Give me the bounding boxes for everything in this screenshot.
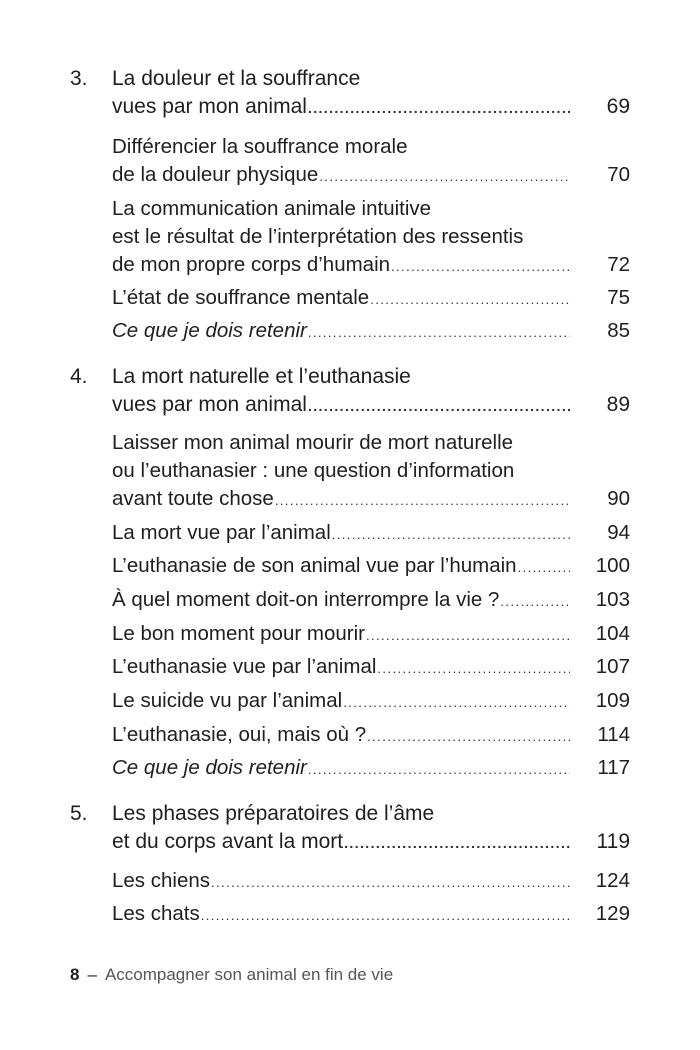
dot-leader [308, 93, 570, 123]
chapter-title: vues par mon animal [112, 95, 307, 118]
entry-title: de mon propre corps d’humain [112, 253, 391, 276]
entry-title: Les chats [112, 902, 200, 925]
page-number: 117 [597, 756, 630, 779]
page-number: 100 [595, 554, 630, 577]
toc-entry[interactable] [112, 518, 630, 548]
entry-title: Les chiens [112, 869, 211, 892]
entry-title: L’euthanasie, oui, mais où ? [112, 723, 367, 746]
page-number: 70 [607, 163, 630, 186]
toc-entry[interactable] [112, 866, 630, 896]
toc-entry-line: est le résultat de l’interprétation des ressentis [112, 225, 524, 248]
chapter-entry[interactable] [112, 92, 630, 122]
dot-leader [377, 654, 570, 684]
dot-leader [518, 553, 570, 583]
entry-title: Ce que je dois retenir [112, 756, 307, 779]
dot-leader [319, 162, 570, 192]
page-number: 90 [607, 487, 630, 510]
toc-entry[interactable] [112, 160, 630, 190]
dot-leader [211, 868, 570, 898]
chapter-number: 5. [70, 802, 88, 825]
toc-entry[interactable] [112, 686, 630, 716]
footer-page-number: 8 [70, 965, 80, 984]
chapter-title-line: La douleur et la souffrance [112, 67, 361, 90]
entry-title: L’euthanasie vue par l’animal [112, 655, 377, 678]
chapter-number: 4. [70, 365, 88, 388]
chapter-number: 3. [70, 67, 88, 90]
page-number: 124 [595, 869, 630, 892]
toc-entry[interactable] [112, 316, 630, 346]
dot-leader [367, 722, 570, 752]
toc-entry[interactable] [112, 720, 630, 750]
toc-entry[interactable] [112, 551, 630, 581]
entry-title: de la douleur physique [112, 163, 319, 186]
chapter-title-line: Les phases préparatoires de l’âme [112, 802, 435, 825]
entry-title: À quel moment doit-on interrompre la vie ? [112, 588, 500, 611]
dot-leader [344, 828, 570, 858]
dot-leader [366, 621, 570, 651]
dot-leader [332, 520, 570, 550]
page-number: 104 [595, 622, 630, 645]
toc-entry-line: ou l’euthanasier : une question d’information [112, 459, 515, 482]
page-number: 107 [595, 655, 630, 678]
page-number: 129 [595, 902, 630, 925]
entry-title: L’état de souffrance mentale [112, 286, 370, 309]
page-number: 114 [597, 723, 630, 746]
entry-title: avant toute chose [112, 487, 274, 510]
dot-leader [343, 688, 570, 718]
toc-entry[interactable] [112, 250, 630, 280]
page-number: 89 [606, 393, 630, 416]
chapter-title: vues par mon animal [112, 393, 307, 416]
toc-entry[interactable] [112, 899, 630, 929]
chapter-entry[interactable] [112, 827, 630, 857]
page-footer [70, 962, 393, 988]
entry-title: Ce que je dois retenir [112, 319, 307, 342]
chapter-title: et du corps avant la mort [112, 830, 344, 853]
page-number: 69 [606, 95, 630, 118]
entry-title: Le suicide vu par l’animal [112, 689, 343, 712]
toc-entry-line: Laisser mon animal mourir de mort naturelle [112, 431, 514, 454]
dot-leader [391, 252, 570, 282]
toc-entry[interactable] [112, 753, 630, 783]
page-number: 103 [595, 588, 630, 611]
entry-title: La mort vue par l’animal [112, 521, 331, 544]
toc-entry-line: Différencier la souffrance morale [112, 135, 408, 158]
page-number: 72 [607, 253, 630, 276]
entry-title: Le bon moment pour mourir [112, 622, 365, 645]
dot-leader [308, 755, 570, 785]
chapter-title-line: La mort naturelle et l’euthanasie [112, 365, 411, 388]
dot-leader [308, 391, 570, 421]
toc-entry-line: La communication animale intuitive [112, 197, 432, 220]
dot-leader [201, 901, 570, 931]
toc-entry[interactable] [112, 585, 630, 615]
dot-leader [308, 318, 570, 348]
page-number: 109 [595, 689, 630, 712]
toc-entry[interactable] [112, 484, 630, 514]
toc-entry[interactable] [112, 283, 630, 313]
toc-entry[interactable] [112, 619, 630, 649]
chapter-entry[interactable] [112, 390, 630, 420]
dot-leader [500, 587, 570, 617]
page-number: 94 [607, 521, 630, 544]
page-number: 75 [607, 286, 630, 309]
entry-title: L’euthanasie de son animal vue par l’humain [112, 554, 517, 577]
toc-entry[interactable] [112, 652, 630, 682]
dot-leader [370, 285, 570, 315]
footer-dash: – [87, 965, 97, 984]
page-number: 85 [607, 319, 630, 342]
footer-book-title: Accompagner son animal en fin de vie [104, 965, 394, 984]
dot-leader [275, 486, 570, 516]
page-number: 119 [596, 830, 630, 853]
